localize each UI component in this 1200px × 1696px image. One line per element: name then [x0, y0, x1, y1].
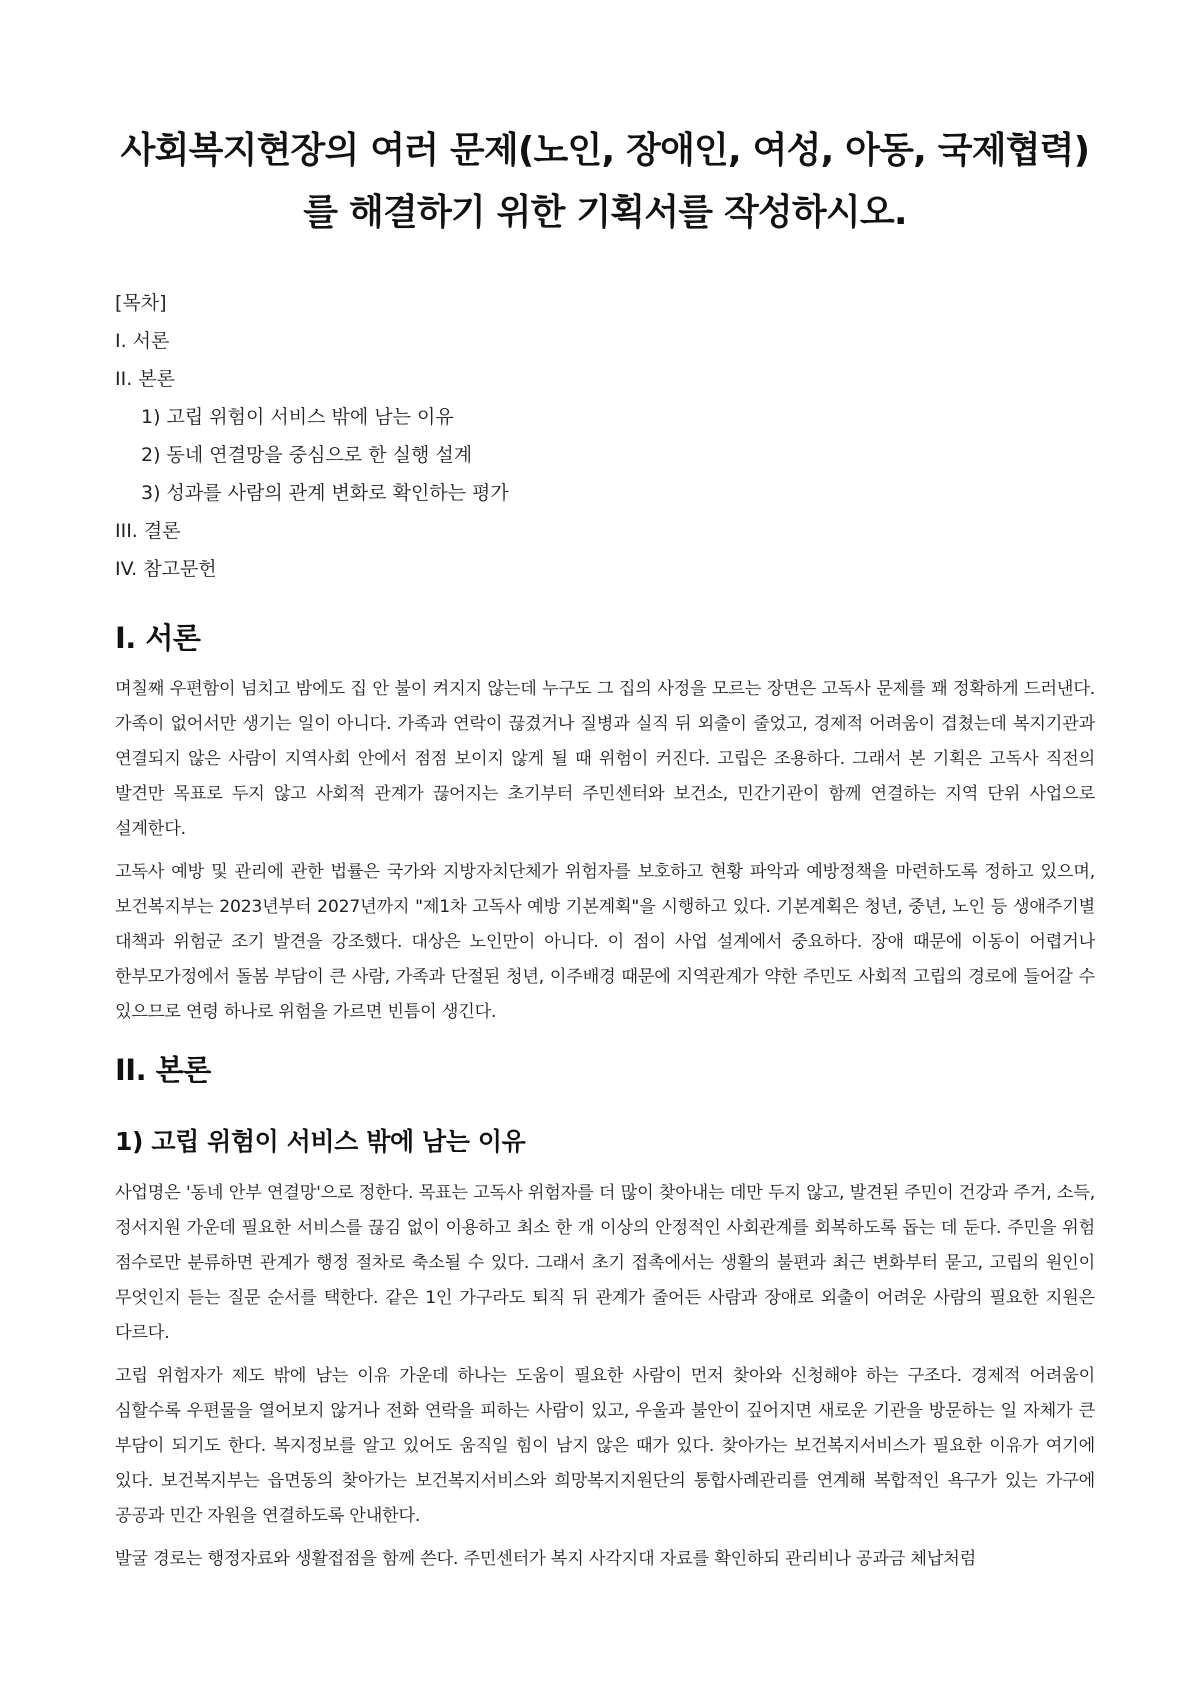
document-title [115, 120, 1095, 244]
intro-paragraph-1: 며칠째 우편함이 넘치고 밤에도 집 안 불이 켜지지 않는데 누구도 그 집의 사정을 모르는 장면은 고독사 문제를 꽤 정확하게 드러낸다. 가족이 없어서만 생기는 일이 아니다. 가족과 연락이 끊겼거나 질병과 실직 뒤 외출이 줄었고, 경제적 어려움이 겹쳤는데 복지기관과 연결되지 않은 사람이 지역사회 안에서 점점 보이지 않게 될 때 위험이 커진다. 고립은 조용하다. 그래서 본 기획은 고독사 직전의 발견만 목표로 두지 않고 사회적 관계가 끊어지는 초기부터 주민센터와 보건소, 민간기관이 함께 연결하는 지역 단위 사업으로 설계한다. [115, 679, 1095, 839]
toc-item-references: IV. 참고문헌 [115, 558, 217, 580]
toc-item-body: II. 본론 [115, 368, 175, 390]
body-sub1-paragraph-3: 발굴 경로는 행정자료와 생활접점을 함께 쓴다. 주민센터가 복지 사각지대 자료를 확인하되 관리비나 공과금 체납처럼 [115, 1549, 977, 1569]
toc-item-body-sub-2: 2) 동네 연결망을 중심으로 한 실행 설계 [141, 444, 473, 466]
intro-paragraph-2: 고독사 예방 및 관리에 관한 법률은 국가와 지방자치단체가 위험자를 보호하고 현황 파악과 예방정책을 마련하도록 정하고 있으며, 보건복지부는 2023년부터 2027년까지 "제1차 고독사 예방 기본계획"을 시행하고 있다. 기본계획은 청년, 중년, 노인 등 생애주기별 대책과 위험군 조기 발견을 강조했다. 대상은 노인만이 아니다. 이 점이 사업 설계에서 중요하다. 장애 때문에 이동이 어렵거나 한부모가정에서 돌봄 부담이 큰 사람, 가족과 단절된 청년, 이주배경 때문에 지역관계가 약한 주민도 사회적 고립의 경로에 들어갈 수 있으므로 연령 하나로 위험을 가르면 빈틈이 생긴다. [115, 862, 1095, 1022]
toc-heading: [목차] [115, 292, 167, 314]
toc-item-body-sub-1: 1) 고립 위험이 서비스 밖에 남는 이유 [141, 406, 454, 428]
document-title-line-1: 사회복지현장의 여러 문제(노인, 장애인, 여성, 아동, 국제협력) [120, 130, 1090, 171]
toc-item-body-sub-3: 3) 성과를 사람의 관계 변화로 확인하는 평가 [141, 482, 509, 504]
section-heading-body: II. 본론 [115, 1053, 211, 1087]
table-of-contents [115, 284, 1095, 588]
toc-item-conclusion: III. 결론 [115, 520, 181, 542]
body-sub1-paragraph-2: 고립 위험자가 제도 밖에 남는 이유 가운데 하나는 도움이 필요한 사람이 먼저 찾아와 신청해야 하는 구조다. 경제적 어려움이 심할수록 우편물을 열어보지 않거나 전화 연락을 피하는 사람이 있고, 우울과 불안이 깊어지면 새로운 기관을 방문하는 일 자체가 큰 부담이 되기도 한다. 복지정보를 알고 있어도 움직일 힘이 남지 않은 때가 있다. 찾아가는 보건복지서비스가 필요한 이유가 여기에 있다. 보건복지부는 읍면동의 찾아가는 보건복지서비스와 희망복지지원단의 통합사례관리를 연계해 복합적인 욕구가 있는 가구에 공공과 민간 자원을 연결하도록 안내한다. [115, 1366, 1095, 1526]
body-sub1-paragraph-1: 사업명은 '동네 안부 연결망'으로 정한다. 목표는 고독사 위험자를 더 많이 찾아내는 데만 두지 않고, 발견된 주민이 건강과 주거, 소득, 정서지원 가운데 필요한 서비스를 끊김 없이 이용하고 최소 한 개 이상의 안정적인 사회관계를 회복하도록 돕는 데 둔다. 주민을 위험 점수로만 분류하면 관계가 행정 절차로 축소될 수 있다. 그래서 초기 접촉에서는 생활의 불편과 최근 변화부터 묻고, 고립의 원인이 무엇인지 듣는 질문 순서를 택한다. 같은 1인 가구라도 퇴직 뒤 관계가 줄어든 사람과 장애로 외출이 어려운 사람의 필요한 지원은 다르다. [115, 1183, 1095, 1343]
toc-item-introduction: I. 서론 [115, 330, 170, 352]
section-heading-introduction: I. 서론 [115, 621, 201, 655]
subsection-heading-1: 1) 고립 위험이 서비스 밖에 남는 이유 [115, 1127, 526, 1156]
document-title-line-2: 를 해결하기 위한 기획서를 작성하시오. [303, 192, 907, 233]
